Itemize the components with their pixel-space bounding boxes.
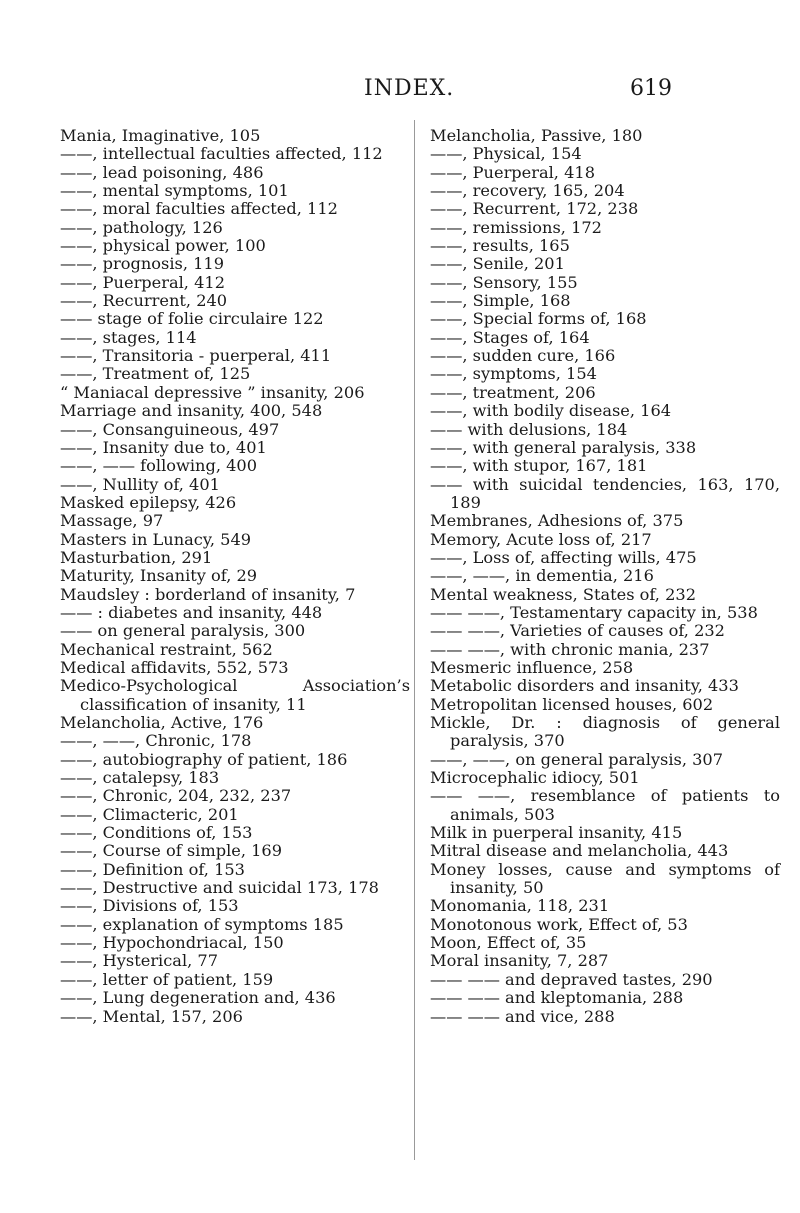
index-entry: ——, Insanity due to, 401 — [60, 437, 267, 457]
index-entry: ——, Definition of, 153 — [60, 859, 245, 879]
index-entry: ——, prognosis, 119 — [60, 254, 225, 274]
index-entry: ——, sudden cure, 166 — [430, 346, 616, 366]
index-entry: Mental weakness, States of, 232 — [430, 584, 696, 604]
index-entry: —— stage of folie circulaire 122 — [60, 309, 324, 329]
index-entry: —— —— and depraved tastes, 290 — [430, 969, 713, 989]
index-entry: Maudsley : borderland of insanity, 7 — [60, 584, 356, 604]
index-entry: “ Maniacal depressive ” insanity, 206 — [60, 382, 365, 402]
index-entry: Memory, Acute loss of, 217 — [430, 529, 652, 549]
index-entry: —— —— and vice, 288 — [430, 1006, 615, 1026]
index-entry: Melancholia, Passive, 180 — [430, 126, 643, 145]
index-entry: —— ——, Varieties of causes of, 232 — [430, 621, 725, 641]
index-entry: —— ——, with chronic mania, 237 — [430, 639, 710, 659]
index-entry: Monotonous work, Effect of, 53 — [430, 914, 688, 934]
index-entry: —— : diabetes and insanity, 448 — [60, 602, 323, 622]
index-entry: Massage, 97 — [60, 511, 164, 531]
index-entry: ——, moral faculties affected, 112 — [60, 199, 338, 219]
index-entry: ——, —— following, 400 — [60, 456, 258, 476]
index-entry: ——, Divisions of, 153 — [60, 896, 239, 916]
index-entry: Microcephalic idiocy, 501 — [430, 768, 640, 788]
index-entry: ——, with stupor, 167, 181 — [430, 456, 648, 476]
index-entry: —— ——, resemblance of patients to animals, 503 — [430, 786, 780, 824]
index-entry: ——, Physical, 154 — [430, 144, 582, 164]
index-entry: Mechanical restraint, 562 — [60, 639, 273, 659]
index-entry: Membranes, Adhesions of, 375 — [430, 511, 684, 531]
index-entry: Marriage and insanity, 400, 548 — [60, 401, 323, 421]
index-entry: ——, Mental, 157, 206 — [60, 1006, 243, 1026]
index-entry: ——, Hypochondriacal, 150 — [60, 933, 284, 953]
index-entry: ——, with general paralysis, 338 — [430, 437, 697, 457]
index-entry: Medical affidavits, 552, 573 — [60, 657, 289, 677]
index-entry: ——, physical power, 100 — [60, 236, 266, 256]
index-entry: ——, recovery, 165, 204 — [430, 181, 625, 201]
index-entry: ——, lead poisoning, 486 — [60, 162, 264, 182]
index-entry: ——, with bodily disease, 164 — [430, 401, 672, 421]
index-entry: —— ——, Testamentary capacity in, 538 — [430, 602, 758, 622]
index-entry: Medico-Psychological Association’s classification of insanity, 11 — [60, 676, 410, 714]
index-entry: ——, Conditions of, 153 — [60, 823, 253, 843]
index-entry: ——, intellectual faculties affected, 112 — [60, 144, 383, 164]
column-divider — [414, 120, 415, 1160]
index-entry: Masturbation, 291 — [60, 547, 213, 567]
index-entry: ——, letter of patient, 159 — [60, 969, 274, 989]
index-entry: ——, Climacteric, 201 — [60, 804, 239, 824]
index-entry: ——, mental symptoms, 101 — [60, 181, 289, 201]
index-entry: Money losses, cause and symptoms of insanity, 50 — [430, 859, 780, 898]
index-entry: ——, pathology, 126 — [60, 217, 223, 237]
index-entry: ——, remissions, 172 — [430, 217, 602, 237]
index-entry: Metropolitan licensed houses, 602 — [430, 694, 714, 714]
index-entry: ——, Senile, 201 — [430, 254, 565, 274]
running-title: INDEX. — [364, 76, 455, 101]
index-entry: —— on general paralysis, 300 — [60, 621, 306, 641]
index-entry: Moon, Effect of, 35 — [430, 933, 587, 953]
index-entry: Melancholia, Active, 176 — [60, 713, 264, 732]
index-entry: ——, Consanguineous, 497 — [60, 419, 280, 439]
index-entry: ——, Sensory, 155 — [430, 272, 578, 292]
index-entry: ——, Recurrent, 172, 238 — [430, 199, 639, 219]
index-entry: ——, explanation of symptoms 185 — [60, 914, 344, 934]
index-entry: ——, ——, in dementia, 216 — [430, 566, 654, 586]
index-entry: ——, Nullity of, 401 — [60, 474, 220, 494]
index-entry: Monomania, 118, 231 — [430, 896, 610, 916]
index-entry: —— with delusions, 184 — [430, 419, 628, 439]
index-entry: Mitral disease and melancholia, 443 — [430, 841, 729, 861]
index-entry: Metabolic disorders and insanity, 433 — [430, 676, 739, 696]
index-entry: ——, Transitoria - puerperal, 411 — [60, 346, 332, 366]
index-entry: ——, Simple, 168 — [430, 291, 571, 311]
index-entry: Maturity, Insanity of, 29 — [60, 566, 258, 586]
index-entry: ——, Lung degeneration and, 436 — [60, 988, 336, 1008]
index-entry: Masked epilepsy, 426 — [60, 492, 237, 512]
index-entry: Masters in Lunacy, 549 — [60, 529, 252, 549]
index-entry: ——, Loss of, affecting wills, 475 — [430, 547, 697, 567]
page-number: 619 — [630, 76, 672, 101]
index-entry: ——, Destructive and suicidal 173, 178 — [60, 878, 379, 898]
index-column-left — [60, 127, 410, 1026]
page-header — [0, 76, 800, 106]
index-entry: ——, Course of simple, 169 — [60, 841, 283, 861]
index-entry: ——, autobiography of patient, 186 — [60, 749, 348, 769]
index-entry: ——, symptoms, 154 — [430, 364, 597, 384]
index-entry: Mesmeric influence, 258 — [430, 657, 634, 677]
index-entry: —— with suicidal tendencies, 163, 170, 189 — [430, 474, 780, 512]
index-column-right — [430, 127, 780, 1026]
index-entry: ——, results, 165 — [430, 236, 570, 256]
index-entry: ——, Chronic, 204, 232, 237 — [60, 786, 292, 806]
index-entry: ——, stages, 114 — [60, 327, 197, 347]
index-entry: ——, Puerperal, 412 — [60, 272, 225, 292]
index-entry: Mickle, Dr. : diagnosis of general paralysis, 370 — [430, 713, 780, 751]
index-entry: Milk in puerperal insanity, 415 — [430, 823, 683, 843]
index-entry: ——, Puerperal, 418 — [430, 162, 595, 182]
index-entry: ——, ——, Chronic, 178 — [60, 731, 252, 751]
index-entry: ——, catalepsy, 183 — [60, 768, 220, 788]
index-entry: Moral insanity, 7, 287 — [430, 951, 609, 971]
index-entry: ——, ——, on general paralysis, 307 — [430, 749, 724, 769]
index-entry: Mania, Imaginative, 105 — [60, 126, 261, 145]
index-entry: ——, Stages of, 164 — [430, 327, 590, 347]
index-entry: ——, Hysterical, 77 — [60, 951, 219, 971]
index-entry: ——, Special forms of, 168 — [430, 309, 647, 329]
index-entry: ——, treatment, 206 — [430, 382, 596, 402]
index-entry: ——, Recurrent, 240 — [60, 291, 228, 311]
index-entry: ——, Treatment of, 125 — [60, 364, 251, 384]
index-entry: —— —— and kleptomania, 288 — [430, 988, 684, 1008]
